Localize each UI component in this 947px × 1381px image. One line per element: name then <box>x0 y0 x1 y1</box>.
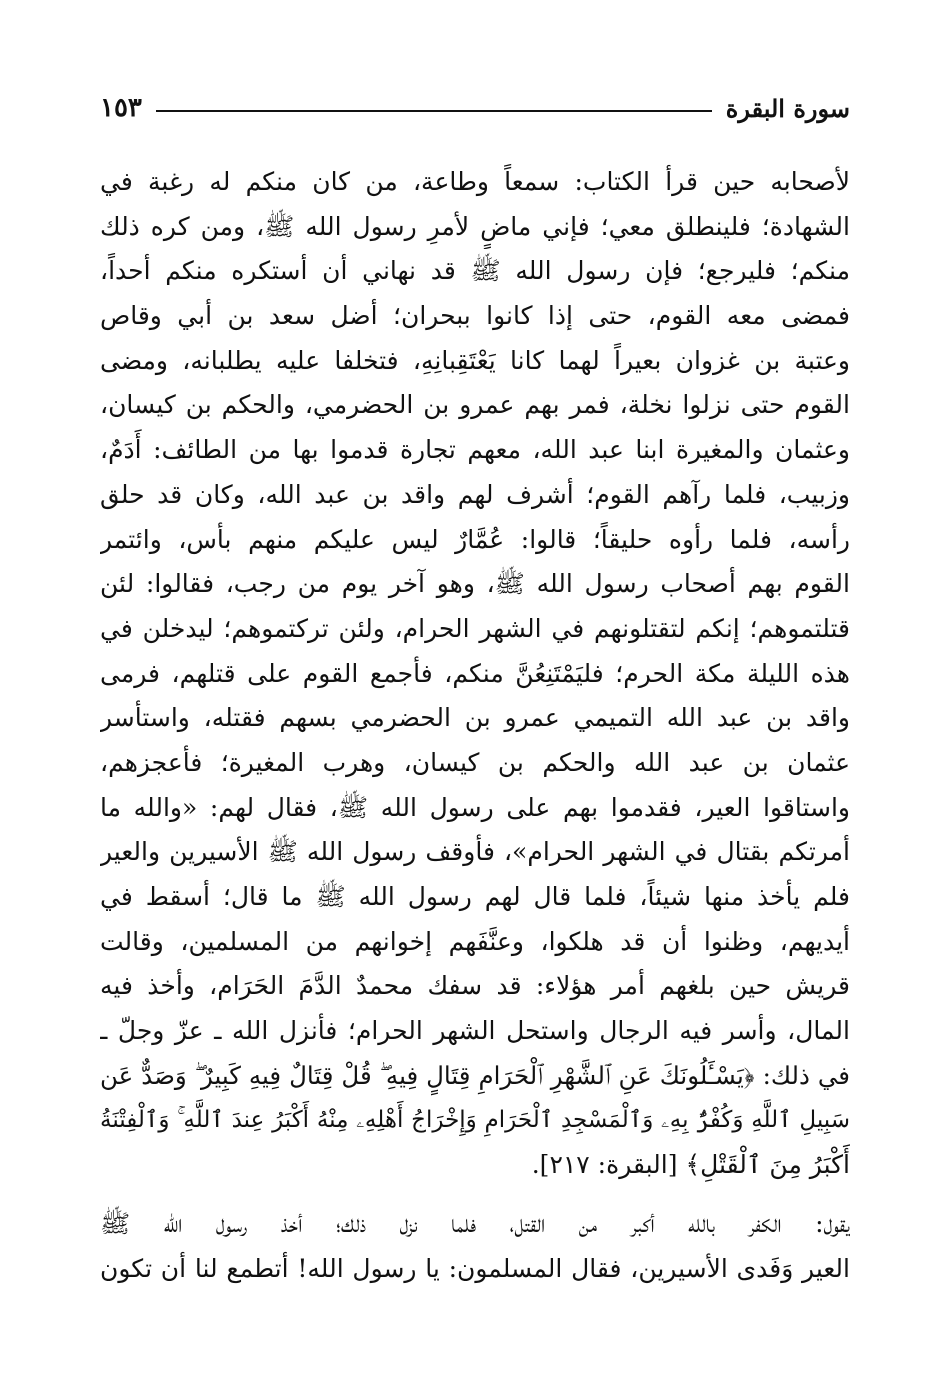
text-line: فلم يأخذ منها شيئاً، فلما قال لهم رسول الله ﷺ ما قال؛ أسقط في <box>100 882 850 911</box>
text-line: يقول: الكفر بالله أكبر من القتل، فلما نزل ذلك؛ أخذ رسول الله ﷺ <box>100 1208 850 1238</box>
text-line: المال، وأسر فيه الرجال واستحل الشهر الحرام؛ فأنزل الله ـ عزّ وجلّ ـ <box>100 1016 850 1046</box>
text-line: أيديهم، وظنوا أن قد هلكوا، وعنَّفَهم إخوانهم من المسلمين، وقالت <box>100 926 850 956</box>
text-line: رأسه، فلما رأوه حليقاً؛ قالوا: عُمَّارٌ ليس عليكم منهم بأس، وائتمر <box>100 524 850 554</box>
text-line: فمضى معه القوم، حتى إذا كانوا ببحران؛ أضل سعد بن أبي وقاص <box>100 301 850 331</box>
quran-verse-line: سَبِيلِ ٱللَّهِ وَكُفْرٌۢ بِهِۦ وَٱلْمَسْجِدِ ٱلْحَرَامِ وَإِخْرَاجُ أَهْلِهِۦ مِنْهُ أَكْبَرُ عِندَ ٱللَّهِ ۚ وَٱلْفِتْنَةُ <box>100 1107 850 1134</box>
text-line: أمرتكم بقتال في الشهر الحرام»، فأوقف رسول الله ﷺ الأسيرين والعير <box>100 837 850 867</box>
text-line: وعتبة بن غزوان بعيراً لهما كانا يَعْتَقِبانِهِ، فتخلفا عليه يطلبانه، ومضى <box>100 345 850 375</box>
text-line: القوم بهم أصحاب رسول الله ﷺ، وهو آخر يوم من رجب، فقالوا: لئن <box>100 569 850 599</box>
text-line: عثمان بن عبد الله والحكم بن كيسان، وهرب المغيرة؛ فأعجزهم، <box>100 747 850 777</box>
text-line: قتلتموهم؛ إنكم لتقتلونهم في الشهر الحرام، ولئن تركتموهم؛ ليدخلن في <box>100 613 850 643</box>
text-line: لأصحابه حين قرأ الكتاب: سمعاً وطاعة، من كان منكم له رغبة في <box>100 167 850 196</box>
quran-verse-line: في ذلك: ﴿يَسْـَٔلُونَكَ عَنِ ٱلشَّهْرِ ٱلْحَرَامِ قِتَالٍ فِيهِ ۖ قُلْ قِتَالٌ فِيهِ كَبِيرٌ ۖ وَصَدٌّ عَن <box>100 1060 850 1090</box>
text-line: العير وَفَدى الأسيرين، فقال المسلمون: يا رسول الله! أتطمع لنا أن تكون <box>100 1253 850 1283</box>
header-rule <box>156 110 712 112</box>
text-line: وزبيب، فلما رآهم القوم؛ أشرف لهم واقد بن عبد الله، وكان قد حلق <box>100 479 850 509</box>
text-line: هذه الليلة مكة الحرم؛ فليَمْتَنِعُنَّ منكم، فأجمع القوم على قتلهم، فرمى <box>100 658 850 688</box>
text-line: الشهادة؛ فلينطلق معي؛ فإني ماضٍ لأمرِ رسول الله ﷺ، ومن كره ذلك <box>100 211 850 241</box>
text-line: واستاقوا العير، فقدموا بهم على رسول الله ﷺ، فقال لهم: «والله ما <box>100 792 850 822</box>
quran-verse-line: أَكْبَرُ مِنَ ٱلْقَتْلِ﴾ [البقرة: ٢١٧]. <box>531 1150 850 1180</box>
text-line: واقد بن عبد الله التميمي عمرو بن الحضرمي بسهم فقتله، واستأسر <box>100 703 850 733</box>
surah-title: سورة البقرة <box>725 93 850 123</box>
paragraph-gap <box>100 1188 850 1202</box>
text-line: وعثمان والمغيرة ابنا عبد الله، معهم تجارة قدموا بها من الطائف: أَدَمٌ، <box>100 435 850 465</box>
page-body <box>100 160 850 1291</box>
page-number: ١٥٣ <box>100 93 142 123</box>
paragraph-1 <box>100 160 850 1188</box>
text-line: القوم حتى نزلوا نخلة، فمر بهم عمرو بن الحضرمي، والحكم بن كيسان، <box>100 390 850 420</box>
text-line: منكم؛ فليرجع؛ فإن رسول الله ﷺ قد نهاني أن أستكره منكم أحداً، <box>100 256 850 286</box>
text-line: قريش حين بلغهم أمر هؤلاء: قد سفك محمدٌ الدَّمَ الحَرَام، وأخذ فيه <box>100 971 850 1001</box>
paragraph-2 <box>100 1202 850 1291</box>
page-header <box>100 88 850 128</box>
